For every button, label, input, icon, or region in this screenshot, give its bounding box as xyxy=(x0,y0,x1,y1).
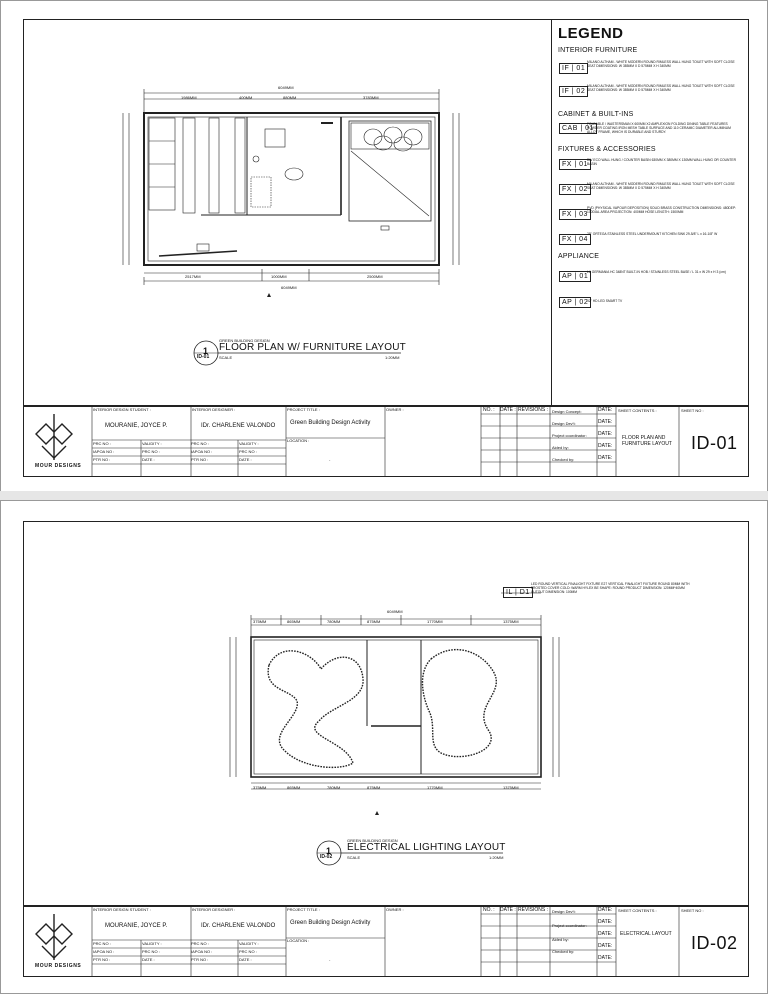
dim-e: 1770MM xyxy=(427,619,443,624)
sheet-no-label: SHEET NO : xyxy=(681,908,704,913)
prc-label-2: PRC NO : xyxy=(142,449,160,454)
sheet-id01 xyxy=(0,0,768,492)
revisions-label: REVISIONS : xyxy=(518,907,549,913)
dim-top-total: 6049MM xyxy=(387,609,403,614)
iapoa-label: IAPOA NO : xyxy=(191,449,213,454)
dim-b: 865MM xyxy=(287,785,301,790)
brand-name: MOUR DESIGNS xyxy=(35,963,82,969)
sheet-number: ID-01 xyxy=(691,433,738,453)
iapoa-label: IAPOA NO : xyxy=(93,449,115,454)
role-date-label: DATE: xyxy=(598,443,613,449)
designer-name: IDr. CHARLENE VALONDO xyxy=(201,423,276,429)
date-label: DATE : xyxy=(142,457,155,462)
rev-no-label: NO. : xyxy=(483,907,495,913)
dim-top-b: 400MM xyxy=(239,95,253,100)
owner-label: OWNER : xyxy=(386,907,404,912)
student-label: INTERIOR DESIGN STUDENT : xyxy=(93,407,151,412)
sheet-no-label: SHEET NO : xyxy=(681,408,704,413)
location-label: LOCATION : xyxy=(287,438,310,443)
prc-label: PRC NO : xyxy=(191,941,209,946)
sheet-contents-label: SHEET CONTENTS : xyxy=(618,408,657,413)
student-label: INTERIOR DESIGN STUDENT : xyxy=(93,907,151,912)
role-label: Design Dev't: xyxy=(552,421,576,426)
sheet-id02 xyxy=(0,500,768,994)
designer-label: INTERIOR DESIGNER : xyxy=(192,907,236,912)
plan-scale-label: SCALE xyxy=(347,855,361,860)
role-date-label: DATE: xyxy=(598,919,613,925)
rev-no-label: NO. : xyxy=(483,407,495,413)
prc-label-2: PRC NO : xyxy=(239,949,257,954)
dim-bottom-total: 6049MM xyxy=(281,285,297,290)
role-date-label: DATE: xyxy=(598,907,613,913)
legend-desc: PVD (PHYSICAL VAPOUR DEPOSITION) SOLID BRASS CONSTRUCTION DIMENSIONS: 480DEP: 100DIAL AREA PROJECTION: 400MM HOSE LENGTH: 1500MM xyxy=(587,206,737,214)
legend-desc: FOLDABLE / WASTERSMAN X 600MM X2 AMPLEXION FOLDING DINING TABLE FEATURES POWDER COATING IRON MESH TABLE SURFACE AND 110 CERAMIC DIAMETER ALUMINUM ALLOY FRAME, WHICH IS DURABLE AND STURDY. xyxy=(587,122,731,134)
legend-title: LEGEND xyxy=(558,25,624,42)
legend-code: FX | 03 xyxy=(559,209,591,220)
plan-title: ELECTRICAL LIGHTING LAYOUT xyxy=(347,842,506,853)
title-block xyxy=(23,905,749,977)
dim-a: 375MM xyxy=(253,785,267,790)
prc-label: PRC NO : xyxy=(191,441,209,446)
logo-mark xyxy=(36,914,72,960)
plan-small-title: GREEN BUILDING DESIGN xyxy=(219,338,270,343)
iapoa-label: IAPOA NO : xyxy=(93,949,115,954)
rev-date-label: DATE : xyxy=(500,407,516,413)
validity-label: VALIDITY : xyxy=(239,441,259,446)
legend-section-title: CABINET & BUILT-INS xyxy=(558,111,634,118)
legend-desc: MILANO ALTHAM - WHITE MODERN ROUND RIMLESS WALL HUNG TOILET WITH SOFT CLOSE SEAT DIMENSIONS: W 385MM X D 575MM X H 340MM xyxy=(587,60,735,68)
designer-name: IDr. CHARLENE VALONDO xyxy=(201,923,276,929)
dim-bottom-a: 2517MM xyxy=(185,274,201,279)
role-label: Design Concept: xyxy=(552,409,582,414)
dim-d: 875MM xyxy=(367,785,381,790)
legend-desc: MILANO ALTHAM - WHITE MODERN ROUND RIMLESS WALL HUNG TOILET WITH SOFT CLOSE SEAT DIMENSIONS: W 385MM X D 575MM X H 340MM xyxy=(587,84,735,92)
legend-desc: LED ROUND VERTICAL FINALIGHT FIXTURE E27 VERTICAL FINALIGHT FIXTURE ROUND 80MM WITH FROSTED COVER COLD: WARM HYLEX BE SHAPE: ROUND PRODUCT DIMENSION: 120MM*40MM CUTOUT DIMENSION: 100MM xyxy=(531,582,690,594)
sheet-gap xyxy=(0,491,768,500)
logo-mark xyxy=(36,414,72,460)
brand-name: MOUR DESIGNS xyxy=(35,463,82,469)
dim-top-a: 1986MM xyxy=(181,95,197,100)
legend-desc: DIV ECO WALL HUNG / COUNTER BASIN 630MM X 380MM X 130MM WALL HUNG OR COUNTER BASIN xyxy=(587,158,736,166)
dim-top-total: 6049MM xyxy=(278,85,294,90)
date-label: DATE : xyxy=(239,957,252,962)
plan-scale: 1:20MM xyxy=(385,355,400,360)
project-title: Green Building Design Activity xyxy=(290,420,371,426)
role-date-label: DATE: xyxy=(598,431,613,437)
student-name: MOURANIE, JOYCE P. xyxy=(105,423,168,429)
legend-section-title: FIXTURES & ACCESSORIES xyxy=(558,146,656,153)
project-title: Green Building Design Activity xyxy=(290,920,371,926)
legend-section-title: INTERIOR FURNITURE xyxy=(558,47,638,54)
dim-top-d: 3783MM xyxy=(363,95,379,100)
role-label: Aided by: xyxy=(552,445,569,450)
legend-section-title: APPLIANCE xyxy=(558,253,600,260)
role-label: Checked by: xyxy=(552,949,575,954)
role-date-label: DATE: xyxy=(598,943,613,949)
role-label: Project coordinator: xyxy=(552,923,587,928)
iapoa-label: IAPOA NO : xyxy=(191,949,213,954)
sheet-contents-label: SHEET CONTENTS : xyxy=(618,908,657,913)
project-label: PROJECT TITLE : xyxy=(287,407,320,412)
legend-code: CAB | 01 xyxy=(559,123,597,134)
location-label: LOCATION : xyxy=(287,938,310,943)
legend-code: FX | 01 xyxy=(559,159,591,170)
role-date-label: DATE: xyxy=(598,419,613,425)
validity-label: VALIDITY : xyxy=(142,441,162,446)
legend-code: AP | 01 xyxy=(559,271,591,282)
role-date-label: DATE: xyxy=(598,407,613,413)
legend-desc: LA GERMANIA HC 348NT BUILT-IN HOB / STAINLESS STEEL BASE / L 31 x W 29 x H 3 (cm) xyxy=(587,270,726,274)
role-date-label: DATE: xyxy=(598,455,613,461)
dim-f: 1375MM xyxy=(503,785,519,790)
prc-label: PRC NO : xyxy=(93,941,111,946)
sheet-contents: FLOOR PLAN AND FURNITURE LAYOUT xyxy=(622,435,672,447)
legend-code: IF | 01 xyxy=(559,63,588,74)
legend-desc: MILANO ALTHAM - WHITE MODERN ROUND RIMLESS WALL HUNG TOILET WITH SOFT CLOSE SEAT DIMENSIONS: W 385MM X D 575MM X H 340MM xyxy=(587,182,735,190)
role-label: Aided by: xyxy=(552,937,569,942)
dim-bottom-b: 1000MM xyxy=(271,274,287,279)
revisions-label: REVISIONS : xyxy=(518,407,549,413)
legend-code: IF | 02 xyxy=(559,86,588,97)
validity-label: VALIDITY : xyxy=(142,941,162,946)
location-value: - xyxy=(329,957,331,962)
plan-sheet-ref: ID-02 xyxy=(320,854,333,860)
ptr-label: PTR NO : xyxy=(191,957,209,962)
plan-number: 1 xyxy=(203,346,209,356)
dim-c: 780MM xyxy=(327,619,341,624)
location-value: - xyxy=(329,457,331,462)
sheet-contents: ELECTRICAL LAYOUT xyxy=(620,931,672,937)
dim-c: 780MM xyxy=(327,785,341,790)
date-label: DATE : xyxy=(142,957,155,962)
legend-desc: 29" ORTEGA STAINLESS STEEL UNDERMOUNT KITCHEN SINK 29-5/8" L x 16-1/8" W xyxy=(587,232,718,236)
legend-code: FX | 02 xyxy=(559,184,591,195)
lighting-circuit xyxy=(268,650,496,768)
role-date-label: DATE: xyxy=(598,955,613,961)
prc-label: PRC NO : xyxy=(93,441,111,446)
prc-label-2: PRC NO : xyxy=(142,949,160,954)
sheet-number: ID-02 xyxy=(691,933,738,953)
legend-desc: 32" HD LED SMART TV xyxy=(587,299,623,303)
dim-d: 875MM xyxy=(367,619,381,624)
designer-label: INTERIOR DESIGNER : xyxy=(192,407,236,412)
ptr-label: PTR NO : xyxy=(93,457,111,462)
student-name: MOURANIE, JOYCE P. xyxy=(105,923,168,929)
plan-scale-label: SCALE xyxy=(219,355,233,360)
role-label: Project coordinator: xyxy=(552,433,587,438)
rev-date-label: DATE : xyxy=(500,907,516,913)
validity-label: VALIDITY : xyxy=(239,941,259,946)
dim-top-c: 880MM xyxy=(283,95,297,100)
dim-a: 375MM xyxy=(253,619,267,624)
legend-code: FX | 04 xyxy=(559,234,591,245)
title-block-grid xyxy=(24,906,748,976)
legend-code: IL | D1 xyxy=(503,587,533,598)
ptr-label: PTR NO : xyxy=(93,957,111,962)
role-date-label: DATE: xyxy=(598,931,613,937)
plan-small-title: GREEN BUILDING DESIGN xyxy=(347,838,398,843)
prc-label-2: PRC NO : xyxy=(239,449,257,454)
project-label: PROJECT TITLE : xyxy=(287,907,320,912)
plan-number: 1 xyxy=(326,846,332,856)
date-label: DATE : xyxy=(239,457,252,462)
role-label: Design Dev't: xyxy=(552,909,576,914)
legend-code: AP | 02 xyxy=(559,297,591,308)
plan-scale: 1:20MM xyxy=(489,855,504,860)
owner-label: OWNER : xyxy=(386,407,404,412)
plan-title: FLOOR PLAN W/ FURNITURE LAYOUT xyxy=(219,342,406,353)
plan-sheet-ref: ID-01 xyxy=(197,354,210,360)
dim-f: 1375MM xyxy=(503,619,519,624)
dim-b: 865MM xyxy=(287,619,301,624)
role-label: Checked by: xyxy=(552,457,575,462)
dim-e: 1770MM xyxy=(427,785,443,790)
dim-bottom-c: 2500MM xyxy=(367,274,383,279)
ptr-label: PTR NO : xyxy=(191,457,209,462)
